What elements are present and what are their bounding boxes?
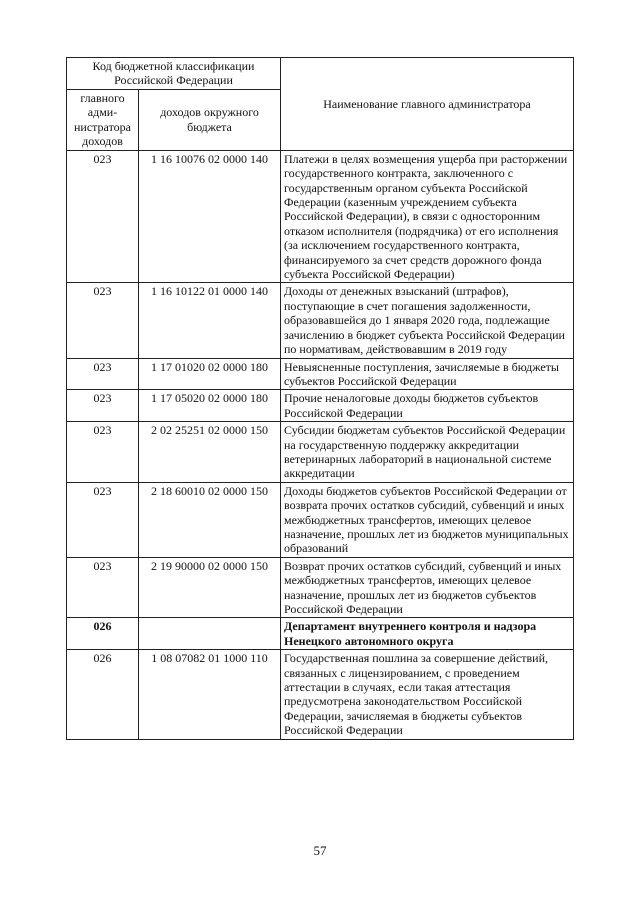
admin-name-cell: Невыясненные поступления, зачисляемые в бюджеты субъектов Российской Федерации <box>281 358 574 390</box>
income-code-cell: 2 02 25251 02 0000 150 <box>139 422 281 483</box>
admin-name-cell: Возврат прочих остатков субсидий, субвенций и иных межбюджетных трансфертов, имеющих целевое назначение, прошлых лет из бюджетов субъектов Российской Федерации <box>281 557 574 618</box>
income-code-cell: 2 19 90000 02 0000 150 <box>139 557 281 618</box>
admin-name-cell: Государственная пошлина за совершение действий, связанных с лицензированием, с проведением аттестации в случаях, если такая аттестация предусмотрена законодательством Российской Федерации, зачисляемая в бюджеты субъектов Российской Федерации <box>281 650 574 739</box>
header-main-admin: главного адми-нистратора доходов <box>67 89 139 150</box>
admin-code-cell: 023 <box>67 482 139 557</box>
income-code-cell: 1 17 05020 02 0000 180 <box>139 390 281 422</box>
header-row-top <box>67 58 574 90</box>
admin-name-cell: Прочие неналоговые доходы бюджетов субъектов Российской Федерации <box>281 390 574 422</box>
table-row <box>67 618 574 650</box>
income-code-cell: 1 17 01020 02 0000 180 <box>139 358 281 390</box>
header-admin-name: Наименование главного администратора <box>281 58 574 151</box>
table-row <box>67 283 574 358</box>
table-row <box>67 482 574 557</box>
admin-name-cell: Доходы бюджетов субъектов Российской Федерации от возврата прочих остатков субсидий, субвенций и иных межбюджетных трансфертов, имеющих целевое назначение, прошлых лет из бюджетов муниципальных образований <box>281 482 574 557</box>
table-row <box>67 557 574 618</box>
table-row <box>67 422 574 483</box>
admin-name-cell: Департамент внутреннего контроля и надзора Ненецкого автономного округа <box>281 618 574 650</box>
income-code-cell: 1 16 10076 02 0000 140 <box>139 150 281 283</box>
income-code-cell: 1 08 07082 01 1000 110 <box>139 650 281 739</box>
income-code-cell: 2 18 60010 02 0000 150 <box>139 482 281 557</box>
budget-classification-table <box>66 57 574 740</box>
admin-code-cell: 026 <box>67 650 139 739</box>
admin-code-cell: 026 <box>67 618 139 650</box>
table-row <box>67 358 574 390</box>
admin-name-cell: Платежи в целях возмещения ущерба при расторжении государственного контракта, заключенного с государственным органом субъекта Российской Федерации (казенным учреждением субъекта Российской Федерации), в связи с односторонним отказом исполнителя (подрядчика) от его исполнения (за исключением государственного контракта, финансируемого за счет средств дорожного фонда субъекта Российской Федерации) <box>281 150 574 283</box>
page-number: 57 <box>313 843 327 858</box>
admin-code-cell: 023 <box>67 150 139 283</box>
admin-code-cell: 023 <box>67 358 139 390</box>
admin-code-cell: 023 <box>67 557 139 618</box>
table-row <box>67 650 574 739</box>
admin-code-cell: 023 <box>67 422 139 483</box>
admin-code-cell: 023 <box>67 390 139 422</box>
table-row <box>67 390 574 422</box>
admin-code-cell: 023 <box>67 283 139 358</box>
header-code-group: Код бюджетной классификации Российской Федерации <box>67 58 281 90</box>
admin-name-cell: Доходы от денежных взысканий (штрафов), поступающие в счет погашения задолженности, образовавшейся до 1 января 2020 года, подлежащие зачислению в бюджет субъекта Российской Федерации по нормативам, действовавшим в 2019 году <box>281 283 574 358</box>
table-row <box>67 150 574 283</box>
income-code-cell <box>139 618 281 650</box>
header-district-income: доходов окружного бюджета <box>139 89 281 150</box>
income-code-cell: 1 16 10122 01 0000 140 <box>139 283 281 358</box>
admin-name-cell: Субсидии бюджетам субъектов Российской Федерации на государственную поддержку аккредитации ветеринарных лабораторий в национальной системе аккредитации <box>281 422 574 483</box>
